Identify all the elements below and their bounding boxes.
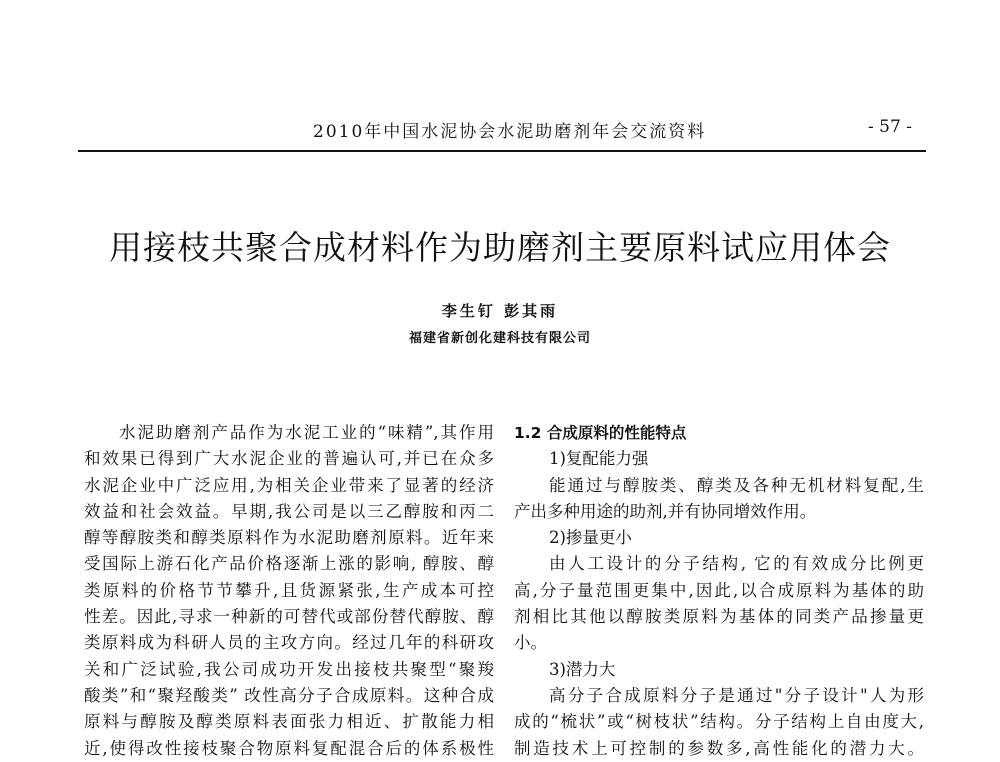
paragraph-line: 类原料的价格节节攀升,且货源紧张,生产成本可控 xyxy=(84,580,494,600)
paragraph-line: 原料与醇胺及醇类原料表面张力相近、扩散能力相 xyxy=(84,712,494,732)
subsection-heading: 2)掺量更小 xyxy=(549,528,632,548)
subsection-heading: 3)潜力大 xyxy=(549,659,616,679)
left-column xyxy=(84,420,494,762)
paragraph-line: 效益和社会效益。早期,我公司是以三乙醇胺和丙二 xyxy=(84,501,494,521)
paragraph-line: 关和广泛试验,我公司成功开发出接枝共聚型“聚羧 xyxy=(84,659,494,679)
paragraph-line: 高分子合成原料分子是通过"分子设计"人为形 xyxy=(549,685,924,705)
section-heading: 1.2 合成原料的性能特点 xyxy=(514,424,687,442)
paragraph-line: 酸类”和“聚羟酸类” 改性高分子合成原料。这种合成 xyxy=(84,685,494,705)
paragraph-line: 类原料成为科研人员的主攻方向。经过几年的科研攻 xyxy=(84,633,494,653)
paragraph-line: 产出多种用途的助剂,并有协同增效作用。 xyxy=(514,501,817,521)
paragraph-line: 由人工设计的分子结构, 它的有效成分比例更 xyxy=(549,554,924,574)
paragraph-line: 能通过与醇胺类、醇类及各种无机材料复配,生 xyxy=(549,475,924,495)
running-header: 2010年中国水泥协会水泥助磨剂年会交流资料 xyxy=(313,122,707,142)
article-title: 用接枝共聚合成材料作为助磨剂主要原料试应用体会 xyxy=(109,228,891,267)
header-rule xyxy=(78,150,926,152)
paragraph-line: 水泥企业中广泛应用,为相关企业带来了显著的经济 xyxy=(84,475,494,495)
authors: 李生钉 彭其雨 xyxy=(441,302,559,320)
right-column xyxy=(514,420,924,762)
paragraph-line: 和效果已得到广大水泥企业的普遍认可,并已在众多 xyxy=(84,449,494,469)
paragraph-line: 性差。因此,寻求一种新的可替代或部份替代醇胺、醇 xyxy=(84,607,494,627)
paragraph-line: 近,使得改性接枝聚合物原料复配混合后的体系极性 xyxy=(84,738,494,758)
affiliation: 福建省新创化建科技有限公司 xyxy=(408,331,591,346)
page-number: - 57 - xyxy=(868,117,912,137)
paragraph-line: 醇等醇胺类和醇类原料作为水泥助磨剂原料。近年来 xyxy=(84,528,494,548)
paragraph-line: 制造技术上可控制的参数多,高性能化的潜力大。 xyxy=(514,738,924,758)
subsection-heading: 1)复配能力强 xyxy=(549,449,649,469)
paragraph-line: 小。 xyxy=(514,633,547,653)
paragraph-line: 受国际上游石化产品价格逐渐上涨的影响, 醇胺、醇 xyxy=(84,554,494,574)
paragraph-line: 水泥助磨剂产品作为水泥工业的“味精”,其作用 xyxy=(119,423,494,442)
paragraph-line: 成的“梳状”或“树枝状”结构。分子结构上自由度大, xyxy=(514,712,924,732)
paragraph-line: 高,分子量范围更集中,因此,以合成原料为基体的助 xyxy=(514,580,924,600)
paragraph-line: 剂相比其他以醇胺类原料为基体的同类产品掺量更 xyxy=(514,607,924,627)
